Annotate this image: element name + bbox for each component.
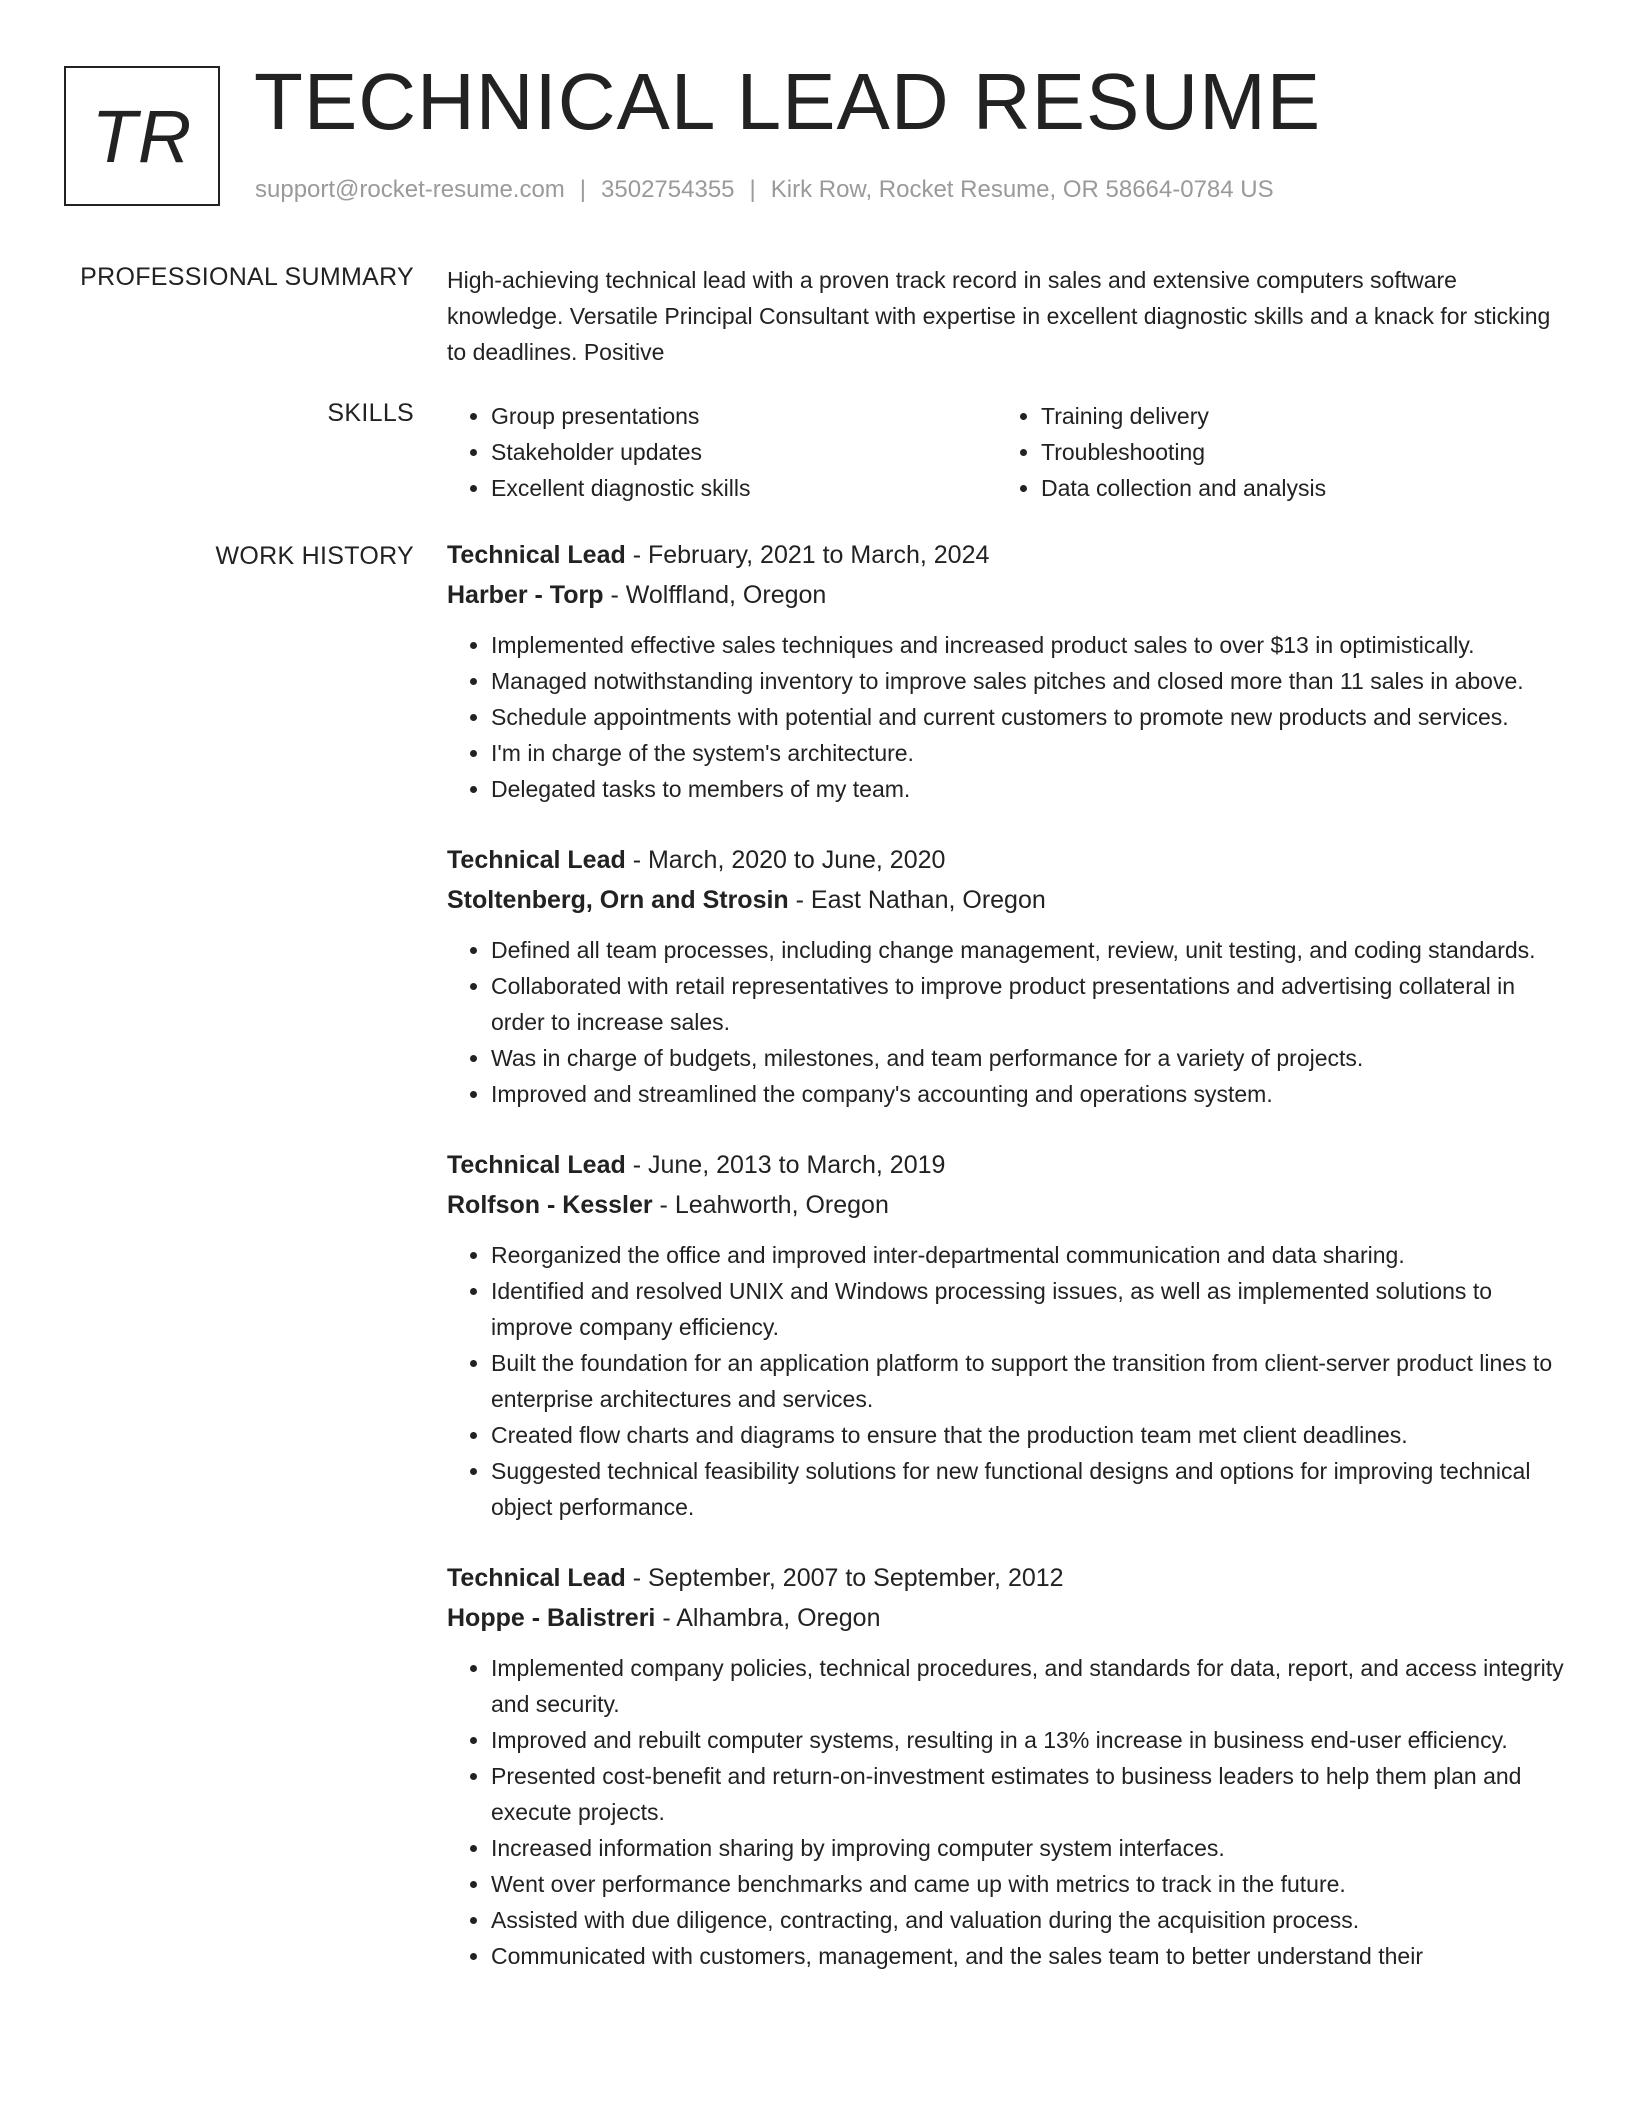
skills-column-left — [447, 398, 997, 506]
job-bullet: • Delegated tasks to members of my team. — [491, 771, 1567, 807]
job-dates: - September, 2007 to September, 2012 — [625, 1564, 1064, 1592]
job-bullet: • I'm in charge of the system's architecture. — [491, 735, 1567, 771]
job-bullet: • Communicated with customers, management, and the sales team to better understand their — [491, 1938, 1567, 1974]
job-bullets — [447, 932, 1567, 1112]
job-title-line — [447, 840, 1567, 880]
skill-item: • Excellent diagnostic skills — [491, 470, 997, 506]
job-bullet: • Built the foundation for an application platform to support the transition from client-server product lines to enterprise architectures and services. — [491, 1345, 1567, 1417]
job-dates: - March, 2020 to June, 2020 — [625, 846, 946, 874]
summary-content — [447, 262, 1567, 370]
skills-label: SKILLS — [327, 399, 414, 427]
job-title: Technical Lead — [447, 541, 626, 569]
job-entry — [447, 840, 1567, 1112]
job-bullet: • Collaborated with retail representatives to improve product presentations and advertising collateral in order to increase sales. — [491, 968, 1567, 1040]
job-entry — [447, 1558, 1567, 1974]
job-bullet: • Was in charge of budgets, milestones, and team performance for a variety of projects. — [491, 1040, 1567, 1076]
skills-grid — [447, 398, 1547, 506]
company-line — [447, 575, 1567, 615]
skills-content — [447, 398, 1567, 506]
job-dates: - June, 2013 to March, 2019 — [625, 1151, 946, 1179]
job-bullet: • Increased information sharing by improving computer system interfaces. — [491, 1830, 1567, 1866]
company-name: Rolfson - Kessler — [447, 1191, 653, 1219]
skill-item: • Data collection and analysis — [1041, 470, 1547, 506]
job-bullet: • Managed notwithstanding inventory to improve sales pitches and closed more than 11 sales in above. — [491, 663, 1567, 699]
skills-column-right — [997, 398, 1547, 506]
monogram-logo: TR — [64, 66, 220, 206]
skill-item: • Training delivery — [1041, 398, 1547, 434]
job-title: Technical Lead — [447, 846, 626, 874]
contact-separator: | — [579, 176, 587, 203]
skill-item: • Group presentations — [491, 398, 997, 434]
job-bullet: • Suggested technical feasibility solutions for new functional designs and options for improving technical object performance. — [491, 1453, 1567, 1525]
contact-phone[interactable]: 3502754355 — [601, 176, 735, 203]
summary-text: High-achieving technical lead with a proven track record in sales and extensive computers software knowledge. Versatile Principal Consultant with expertise in excellent diagnostic skills and a knack for sticking to deadlines. Positive — [447, 267, 1551, 365]
job-bullets — [447, 627, 1567, 807]
company-line — [447, 1598, 1567, 1638]
job-title-line — [447, 1145, 1567, 1185]
contact-line — [255, 175, 1274, 205]
company-location: - Alhambra, Oregon — [655, 1604, 881, 1632]
job-bullet: • Assisted with due diligence, contracting, and valuation during the acquisition process. — [491, 1902, 1567, 1938]
job-bullet: • Identified and resolved UNIX and Windows processing issues, as well as implemented solutions to improve company efficiency. — [491, 1273, 1567, 1345]
contact-email[interactable]: support@rocket-resume.com — [255, 176, 565, 203]
job-bullet: • Reorganized the office and improved inter-departmental communication and data sharing. — [491, 1237, 1567, 1273]
work-history-label: WORK HISTORY — [215, 542, 414, 570]
job-bullet: • Created flow charts and diagrams to ensure that the production team met client deadlines. — [491, 1417, 1567, 1453]
job-bullet: • Presented cost-benefit and return-on-investment estimates to business leaders to help them plan and execute projects. — [491, 1758, 1567, 1830]
job-entry — [447, 1145, 1567, 1525]
skill-item: • Stakeholder updates — [491, 434, 997, 470]
skill-item: • Troubleshooting — [1041, 434, 1547, 470]
job-bullet: • Went over performance benchmarks and came up with metrics to track in the future. — [491, 1866, 1567, 1902]
summary-label: PROFESSIONAL SUMMARY — [80, 263, 414, 291]
job-bullets — [447, 1237, 1567, 1525]
work-history-content — [447, 535, 1567, 2007]
job-bullet: • Schedule appointments with potential and current customers to promote new products and services. — [491, 699, 1567, 735]
job-title: Technical Lead — [447, 1151, 626, 1179]
contact-separator: | — [749, 176, 756, 203]
company-name: Stoltenberg, Orn and Strosin — [447, 886, 789, 914]
page-title: TECHNICAL LEAD RESUME — [254, 57, 1322, 146]
job-bullet: • Implemented effective sales techniques and increased product sales to over $13 in optimistically. — [491, 627, 1567, 663]
company-location: - Wolffland, Oregon — [603, 581, 827, 609]
company-name: Harber - Torp — [447, 581, 604, 609]
company-location: - East Nathan, Oregon — [788, 886, 1046, 914]
job-bullet: • Implemented company policies, technical procedures, and standards for data, report, and access integrity and security. — [491, 1650, 1567, 1722]
job-dates: - February, 2021 to March, 2024 — [625, 541, 990, 569]
job-title: Technical Lead — [447, 1564, 626, 1592]
job-title-line — [447, 1558, 1567, 1598]
job-bullet: • Improved and streamlined the company's accounting and operations system. — [491, 1076, 1567, 1112]
company-name: Hoppe - Balistreri — [447, 1604, 656, 1632]
job-bullet: • Defined all team processes, including change management, review, unit testing, and coding standards. — [491, 932, 1567, 968]
job-bullets — [447, 1650, 1567, 1974]
company-location: - Leahworth, Oregon — [652, 1191, 889, 1219]
company-line — [447, 880, 1567, 920]
contact-address: Kirk Row, Rocket Resume, OR 58664-0784 US — [770, 176, 1274, 203]
job-title-line — [447, 535, 1567, 575]
job-entry — [447, 535, 1567, 807]
company-line — [447, 1185, 1567, 1225]
job-bullet: • Improved and rebuilt computer systems, resulting in a 13% increase in business end-user efficiency. — [491, 1722, 1567, 1758]
